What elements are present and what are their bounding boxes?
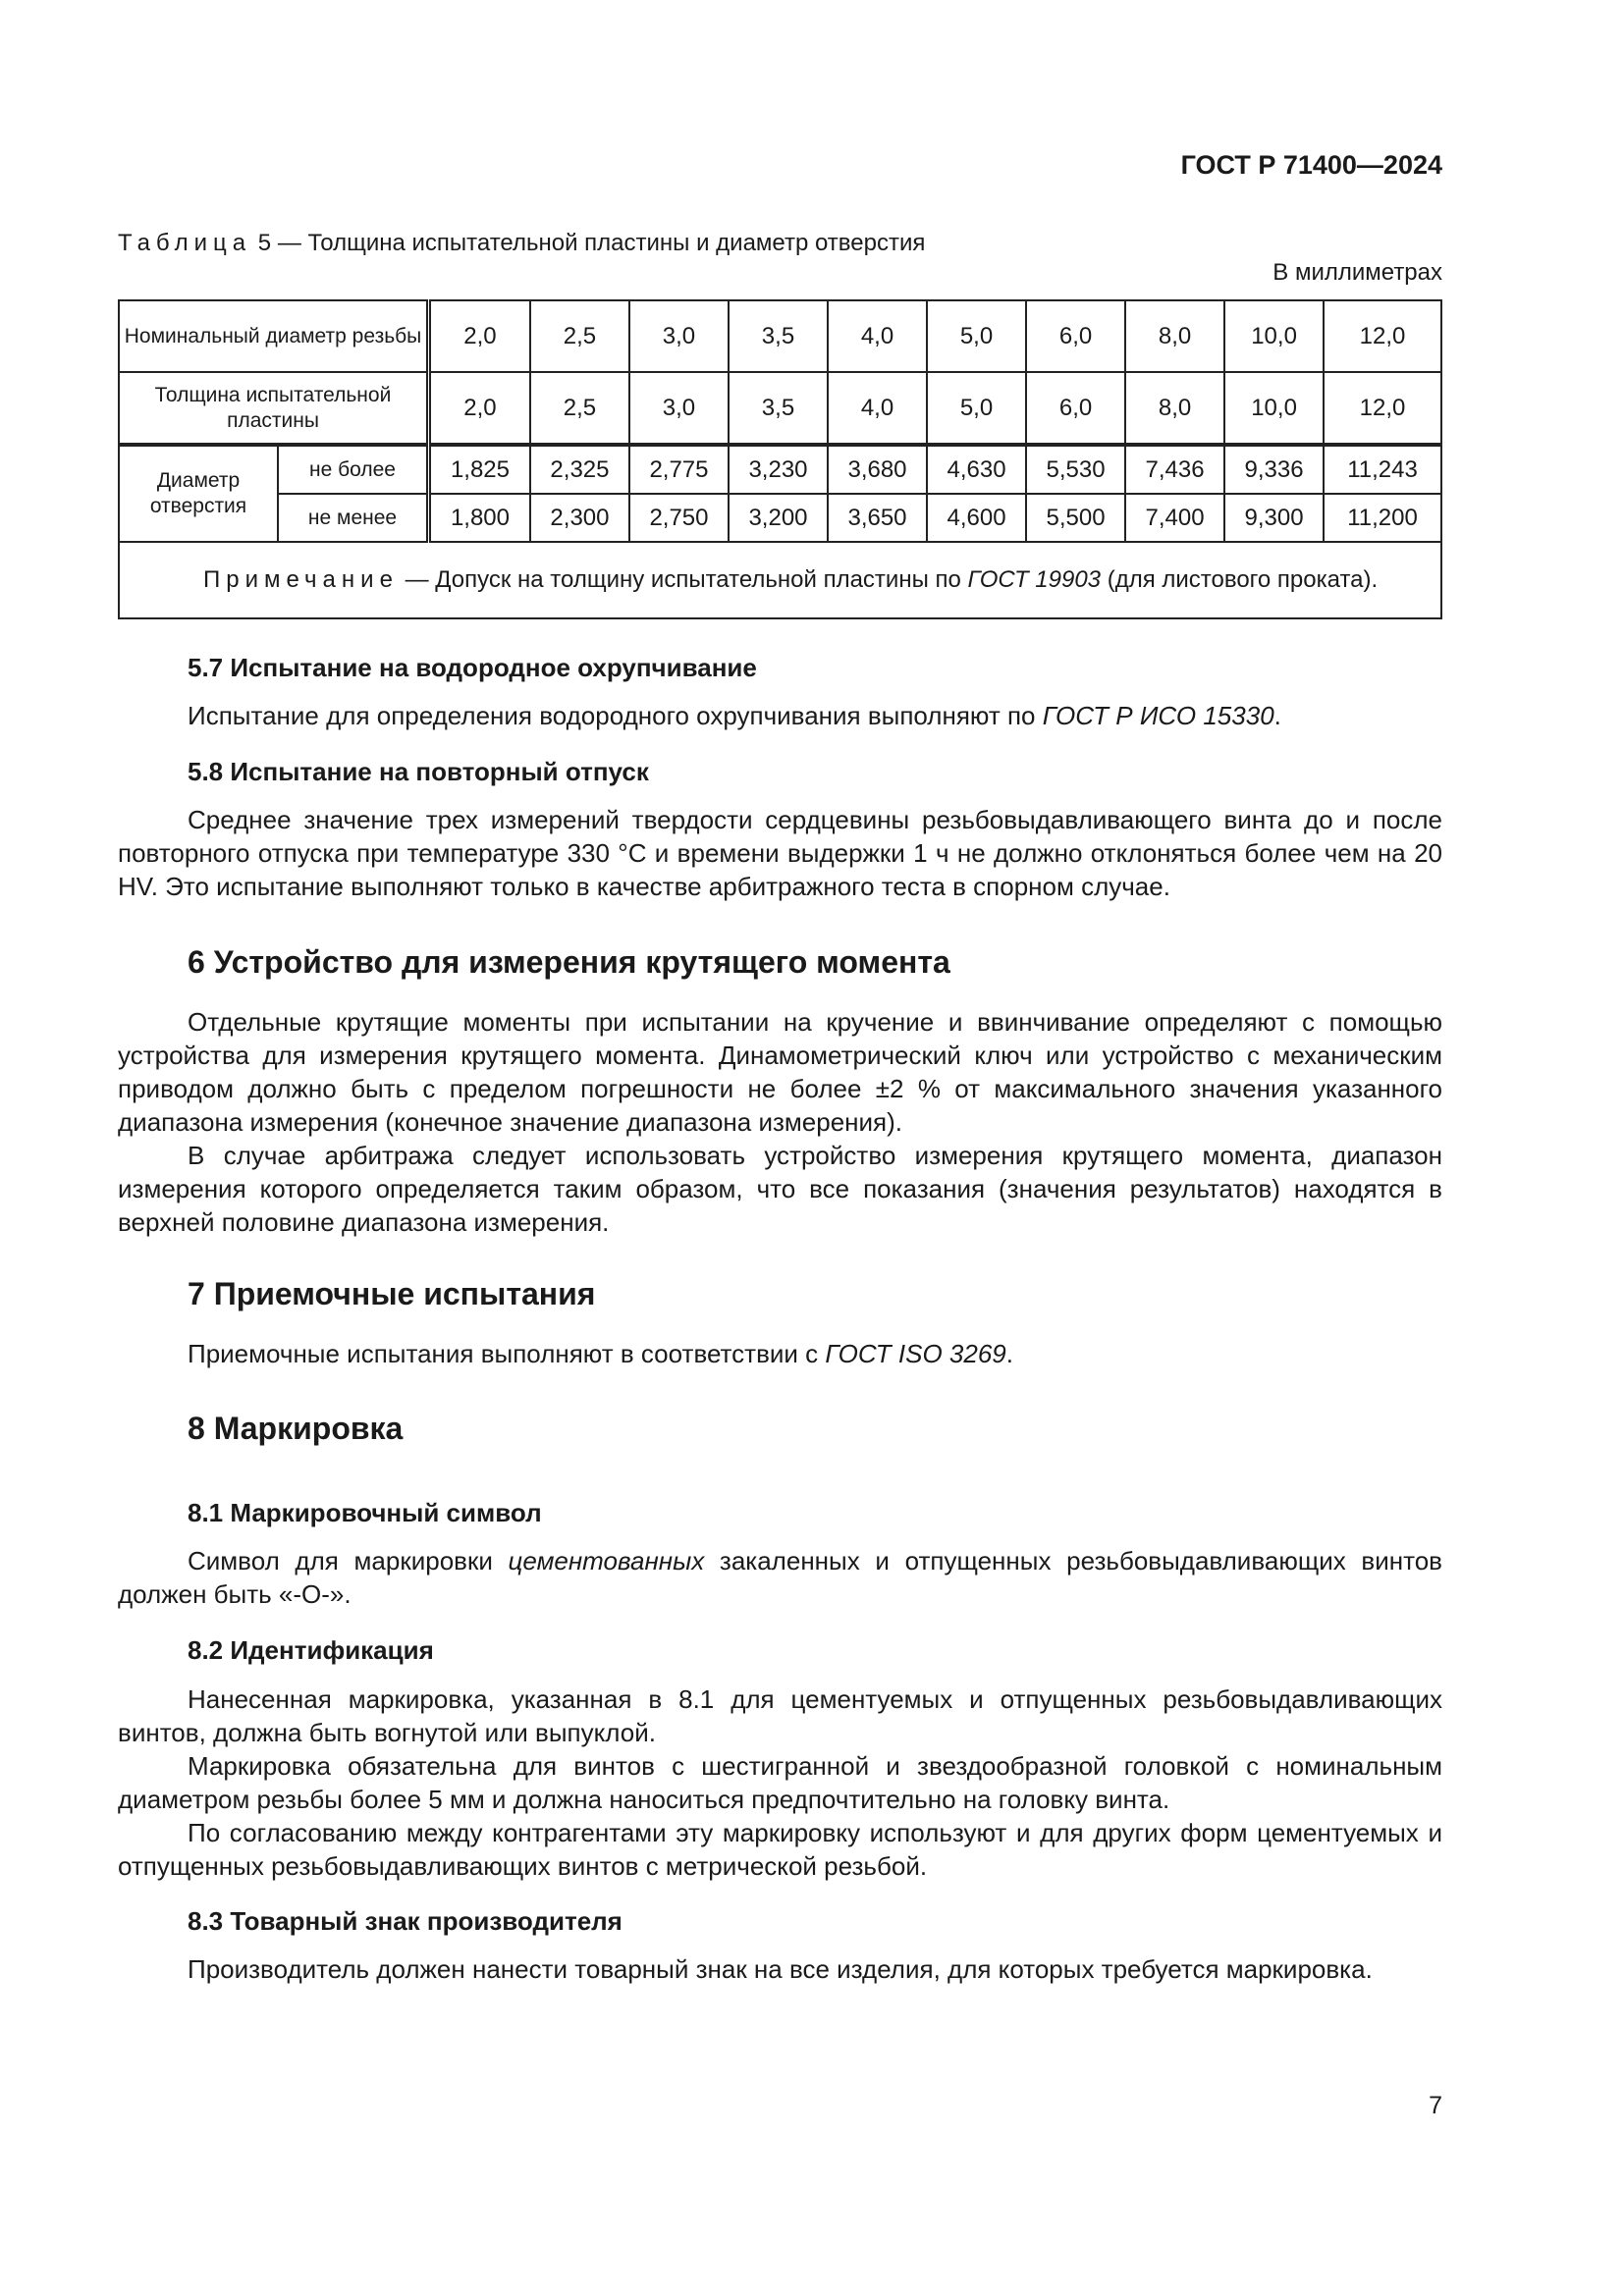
section-5-8-title: 5.8 Испытание на повторный отпуск <box>188 757 649 786</box>
table-cell: 6,0 <box>1026 372 1125 445</box>
table-cell: 3,5 <box>729 372 828 445</box>
table-cell: 1,825 <box>429 445 530 494</box>
table-cell: 5,0 <box>927 300 1026 372</box>
table-cell: 5,0 <box>927 372 1026 445</box>
table-row <box>119 445 1441 494</box>
table-cell: 3,230 <box>729 445 828 494</box>
table-cell: 2,750 <box>629 494 729 542</box>
section-7-text: Приемочные испытания выполняют в соответствии с ГОСТ ISO 3269. <box>188 1339 1013 1368</box>
table-note-row <box>119 542 1441 618</box>
table-cell: 3,650 <box>828 494 927 542</box>
table-cell: 5,500 <box>1026 494 1125 542</box>
section-8-3-title: 8.3 Товарный знак производителя <box>188 1906 623 1936</box>
table-cell: 4,630 <box>927 445 1026 494</box>
note-text: — Допуск на толщину испытательной пластины по <box>405 566 968 593</box>
table-cell: 3,200 <box>729 494 828 542</box>
table-cell: 2,300 <box>530 494 629 542</box>
section-8-3-text: Производитель должен нанести товарный знак на все изделия, для которых требуется маркировка. <box>188 1954 1373 1984</box>
section-8-1-title: 8.1 Маркировочный символ <box>188 1498 542 1527</box>
table-cell: 2,0 <box>429 372 530 445</box>
section-8-2-title: 8.2 Идентификация <box>188 1635 434 1665</box>
caption-prefix: Таблица <box>118 230 252 256</box>
table-cell: 1,800 <box>429 494 530 542</box>
document-header: ГОСТ Р 71400—2024 <box>1180 150 1442 180</box>
table-row <box>119 300 1441 372</box>
section-6-text: Отдельные крутящие моменты при испытании на кручение и ввинчивание определяют с помощью устройства для измерения крутящего момента. Динамометрический ключ или устройство с механическим приводом должно быть с пределом погрешности не более ±2 % от максимального значения указанного диапазона измерения (конечное значение диапазона измерения). В случае арбитража следует использовать устройство измерения крутящего момента, диапазон измерения которого определяется таким образом, что все показания (значения результатов) находятся в верхней половине диапазона измерения. <box>118 1007 1442 1237</box>
table-cell: 11,243 <box>1324 445 1441 494</box>
table-row <box>119 372 1441 445</box>
caption-text: — Толщина испытательной пластины и диаметр отверстия <box>277 230 926 256</box>
table-cell: 12,0 <box>1324 300 1441 372</box>
page-number: 7 <box>1429 2092 1442 2119</box>
table-cell: 9,336 <box>1224 445 1324 494</box>
table-cell: 7,400 <box>1125 494 1224 542</box>
table-row <box>119 494 1441 542</box>
table-note <box>119 542 1441 618</box>
table-cell: 3,5 <box>729 300 828 372</box>
table-caption <box>118 227 1442 260</box>
table-cell: 4,0 <box>828 372 927 445</box>
section-8-2-text: Нанесенная маркировка, указанная в 8.1 для цементуемых и отпущенных резьбовыдавливающих винтов, должна быть вогнутой или выпуклой. Маркировка обязательна для винтов с шестигранной и звездообразной головкой с номинальным диаметром резьбы более 5 мм и должна наноситься предпочтительно на головку винта. По согласованию между контрагентами эту маркировку используют и для других форм цементуемых и отпущенных резьбовыдавливающих винтов с метрической резьбой. <box>118 1684 1442 1881</box>
table-cell: 2,325 <box>530 445 629 494</box>
section-6-title: 6 Устройство для измерения крутящего момента <box>188 944 950 980</box>
table-cell: 10,0 <box>1224 300 1324 372</box>
table-cell: 7,436 <box>1125 445 1224 494</box>
table-cell: 5,530 <box>1026 445 1125 494</box>
table-cell: 4,600 <box>927 494 1026 542</box>
section-7-title: 7 Приемочные испытания <box>188 1276 596 1311</box>
data-table <box>118 299 1442 619</box>
table-cell: 3,680 <box>828 445 927 494</box>
table-cell: 6,0 <box>1026 300 1125 372</box>
table-cell: 2,0 <box>429 300 530 372</box>
table-cell: 8,0 <box>1125 372 1224 445</box>
table-cell: 12,0 <box>1324 372 1441 445</box>
table-cell: 2,5 <box>530 300 629 372</box>
table-cell: 4,0 <box>828 300 927 372</box>
row-label: не менее <box>278 494 429 542</box>
table-cell: 8,0 <box>1125 300 1224 372</box>
section-5-8-text: Среднее значение трех измерений твердости сердцевины резьбовыдавливающего винта до и после повторного отпуска при температуре 330 °C и времени выдержки 1 ч не должно отклоняться более чем на 20 HV. Это испытание выполняют только в качестве арбитражного теста в спорном случае. <box>118 805 1442 901</box>
hole-label: Диаметр отверстия <box>119 445 278 542</box>
table-cell: 11,200 <box>1324 494 1441 542</box>
section-5-7-text: Испытание для определения водородного охрупчивания выполняют по ГОСТ Р ИСО 15330. <box>188 701 1281 730</box>
row-label: не более <box>278 445 429 494</box>
table-cell: 10,0 <box>1224 372 1324 445</box>
caption-number: 5 <box>257 230 272 256</box>
note-label: Примечание <box>203 566 399 593</box>
note-reference: ГОСТ 19903 <box>967 566 1102 593</box>
table-cell: 3,0 <box>629 300 729 372</box>
table-cell: 2,775 <box>629 445 729 494</box>
table-cell: 3,0 <box>629 372 729 445</box>
table-units: В миллиметрах <box>1272 259 1442 286</box>
section-8-title: 8 Маркировка <box>188 1411 404 1446</box>
note-text-end: (для листового проката). <box>1101 566 1379 593</box>
section-8-1-text: Символ для маркировки цементованных закаленных и отпущенных резьбовыдавливающих винтов должен быть «-О-». <box>118 1546 1442 1609</box>
table-cell: 9,300 <box>1224 494 1324 542</box>
table-cell: 2,5 <box>530 372 629 445</box>
row-label: Номинальный диаметр резьбы <box>119 300 429 372</box>
row-label: Толщина испытательной пластины <box>119 372 429 445</box>
section-5-7-title: 5.7 Испытание на водородное охрупчивание <box>188 653 757 682</box>
